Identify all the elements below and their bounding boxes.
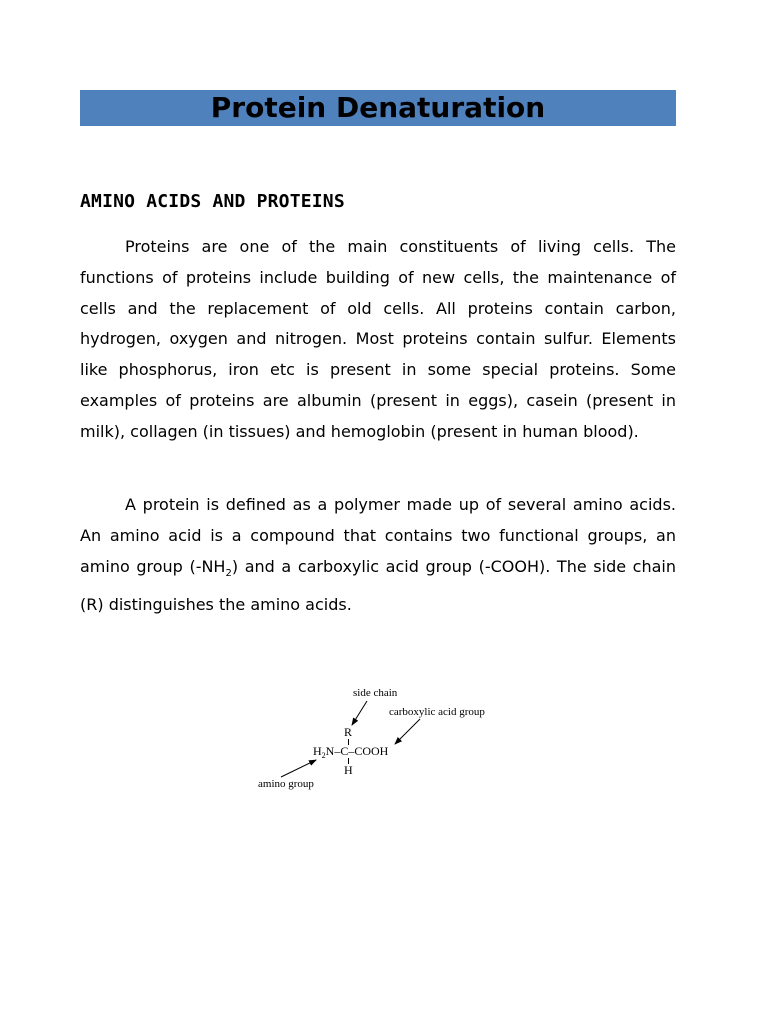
label-amino-group: amino group <box>258 778 314 790</box>
arrow-amino-group <box>281 760 316 777</box>
page-title: Protein Denaturation <box>210 91 546 124</box>
amino-acid-structure-diagram <box>250 680 510 800</box>
paragraph-text-part2: ) and a carboxylic acid group (-COOH). The side chain (R) distinguishes the amino acids. <box>80 556 677 614</box>
paragraph-amino-acid-definition <box>80 490 676 620</box>
atom-n-chain: N–C–COOH <box>325 744 389 758</box>
label-side-chain: side chain <box>353 687 398 699</box>
label-carboxylic-acid-group: carboxylic acid group <box>389 706 485 718</box>
atom-h-top: H <box>313 744 322 758</box>
atom-h-subscript: 2 <box>321 751 326 760</box>
atom-r: R <box>344 725 353 739</box>
section-heading: AMINO ACIDS AND PROTEINS <box>80 191 345 212</box>
title-banner <box>80 90 676 126</box>
atom-h2n <box>313 744 389 760</box>
atom-h-bottom: H <box>344 763 353 777</box>
subscript-2: 2 <box>225 567 232 579</box>
paragraph-text-part1: A protein is defined as a polymer made up of several amino acids. An amino acid is a compound that contains two functional groups, an amino group (-NH <box>80 495 676 576</box>
arrow-side-chain <box>352 701 367 725</box>
paragraph-proteins-intro: Proteins are one of the main constituents of living cells. The functions of proteins include building of new cells, the maintenance of cells and the replacement of old cells. All proteins contain carbon, hydrogen, oxygen and nitrogen. Most proteins contain sulfur. Elements like phosphorus, iron etc is present in some special proteins. Some examples of proteins are albumin (present in eggs), casein (present in milk), collagen (in tissues) and hemoglobin (present in human blood). <box>80 237 676 441</box>
arrow-carboxylic-acid-group <box>395 719 420 744</box>
